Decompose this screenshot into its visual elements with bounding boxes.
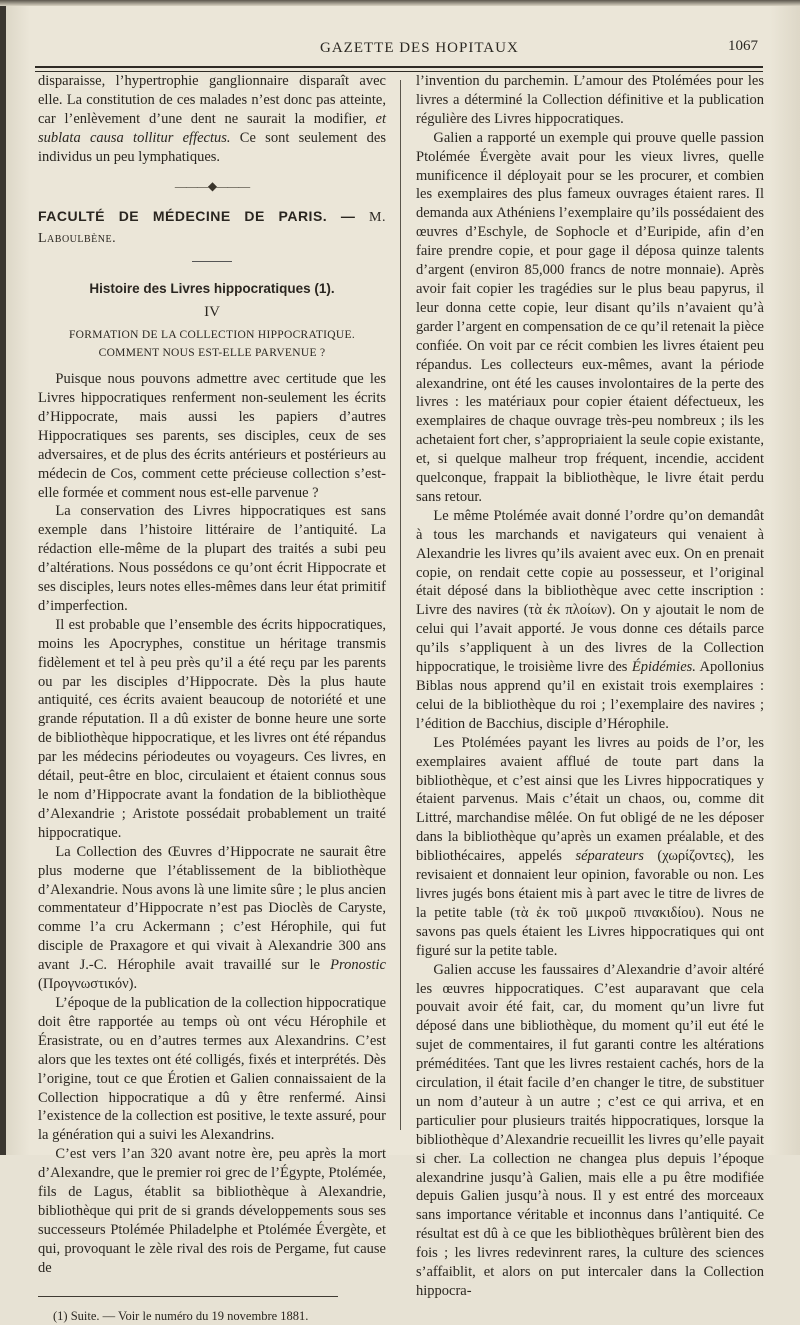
text: (Προγνωστικόν). bbox=[38, 976, 138, 993]
book-title: Épidémies. bbox=[631, 659, 696, 676]
section-ornament: ———◆——— bbox=[174, 178, 250, 193]
scan-top-edge bbox=[0, 0, 800, 6]
text: Apollonius Biblas nous apprend qu’il en existait trois exemplaires : celui de la bibliothèque du roi ; l’exemplaire des navires ; l’édition de Bacchius, disciple d’Hérophile. bbox=[416, 659, 764, 732]
scan-left-edge bbox=[0, 0, 6, 1155]
running-head: GAZETTE DES HOPITAUX bbox=[320, 40, 519, 56]
paragraph: l’invention du parchemin. L’amour des Ptolémées pour les livres a déterminé la Collection définitive et la publication régulière des Livres hippocratiques. bbox=[416, 73, 764, 127]
text: (χωρίζοντες), les revisaient et donnaient leur opinion, favorable ou non. Les livres jugés bons étaient mis à part avec le titre de livres de la petite table (τὰ ἐκ τοῦ μικροῦ πινακιδίου). Nous ne savons pas quels étaient les Livres hippocratiques qui ont figuré sur la petite table. bbox=[416, 848, 764, 959]
chapter-subtitle: FORMATION DE LA COLLECTION HIPPOCRATIQUE. COMMENT NOUS EST-ELLE PARVENUE ? bbox=[68, 329, 356, 360]
faculty-name: FACULTÉ DE MÉDECINE DE PARIS. — bbox=[38, 208, 370, 225]
text: Les Ptolémées payant les livres au poids de l’or, les exemplaires avaient afflué de toute part dans la bibliothèque, et c’est ainsi que les Livres hippocratiques y étaient parvenus. Mais c’était un chaos, ou, comme dit Littré, marchandise mêlée. On fut obligé de ne les déposer dans la bibliothèque qu’après un examen préalable, et des bibliothécaires, appelés bbox=[416, 734, 764, 865]
paragraph bbox=[38, 72, 386, 167]
paragraph bbox=[416, 734, 764, 961]
text: Le même Ptolémée avait donné l’ordre qu’on demandât à tous les marchands et navigateurs qui venaient à Alexandrie les livres qu’ils avaient avec eux. On en prenait copie, on rendait cette copie au possesseur, et l’original était déposé dans la bibliothèque avec cette inscription : Livre des navires (τὰ ἐκ πλοίων). On y ajoutait le nom de celui qui l’avait apporté. Je vous donne ces détails parce qu’ils s’appliquent à un des livres de la Collection hippocratique, le troisième livre des bbox=[416, 507, 764, 676]
text: La Collection des Œuvres d’Hippocrate ne saurait être plus moderne que l’établissement de la bibliothèque d’Alexandrie. Nous avons là une limite sûre ; le plus ancien commentateur d’Hippocrate n’est pas Dioclès de Caryste, comme l’a cru Ackermann ; c’est Hérophile, qui fut disciple de Praxagore et qui vivait à Alexandrie 300 ans avant J.-C. Hérophile avait travaillé sur le bbox=[38, 843, 386, 974]
paragraph: La conservation des Livres hippocratiques est sans exemple dans l’histoire littéraire de l’antiquité. La rédaction elle-même de la plupart des traités a subi peu d’altérations. Nous possédons ce qu’ont écrit Hippocrate et ses disciples, leurs notes elles-mêmes dans leur état primitif d’imperfection. bbox=[38, 503, 386, 614]
paragraph: Il est probable que l’ensemble des écrits hippocratiques, moins les Apocryphes, constitue un héritage transmis fidèlement et tel à peu près qu’il a été reçu par les parents ou par les disciples d’Hippocrate. Dès la plus haute antiquité, ces écrits avaient beaucoup de notoriété et une grande réputation. Il a dû exister de bonne heure une sorte de bibliothèque hippocratique, et les livres ont été répandus par les médecins périodeutes ou voyageurs. Ces livres, en détail, peut-être en bloc, circulaient et étaient connus sous le nom d’Hippocrate avant la fondation de la bibliothèque d’Alexandrie ; Aristote possédait probablement un traité hippocratique. bbox=[38, 616, 386, 841]
page-number: 1067 bbox=[728, 38, 758, 54]
paragraph: Galien a rapporté un exemple qui prouve quelle passion Ptolémée Évergète avait pour les vieux livres, quelle munificence il déployait pour se les procurer, et combien les exemplaires des plus fameux ouvrages étaient rares. Il demanda aux Athéniens l’exemplaire qu’ils possédaient des œuvres d’Eschyle, de Sophocle et d’Euripide, afin d’en faire prendre copie, et pour gage il déposa quinze talents d’argent (environ 85,000 francs de notre monnaie). Après avoir fait copier les tragédies sur le plus beau papyrus, il leur donna cette copie, leur disant qu’ils n’avaient qu’à garder l’argent en compensation de ce qu’il retenait la pièce confiée. On voit par ce récit combien les livres étaient peu répandus. Les collecteurs eux-mêmes, avant la période alexandrine, ont été les causes involontaires de la perte des livres : les matériaux pour copier étaient défectueux, les exemplaires de chaque ouvrage très-peu nombreux ; ils les achetaient fort cher, s’appropriaient la seule copie existante, et, si quelque malheur trop fréquent, incendie, accident quelconque, frappait la bibliothèque, le livre était perdu sans retour. bbox=[416, 129, 764, 505]
column-divider bbox=[400, 80, 401, 1130]
text: disparaisse, l’hypertrophie ganglionnaire disparaît avec elle. La constitution de ces malades n’est donc pas atteinte, car l’enlèvement d’une dent ne saurait la modifier, bbox=[38, 73, 386, 127]
faculty-heading bbox=[38, 207, 386, 249]
right-column bbox=[416, 72, 764, 1301]
paragraph: C’est vers l’an 320 avant notre ère, peu après la mort d’Alexandre, que le premier roi grec de l’Égypte, Ptolémée, fils de Lagus, établit sa bibliothèque à Alexandrie, bibliothèque qui prit de si grands développements sous ses successeurs Ptolémée Philadelphe et Ptolémée Évergète, et qui, provoquant le zèle rival des rois de Pergame, fut cause de bbox=[38, 1146, 386, 1276]
paragraph: Puisque nous pouvons admettre avec certitude que les Livres hippocratiques renferment non-seulement les écrits d’Hippocrate, mais aussi les papiers d’autres Hippocratiques ses parents, ses disciples, ceux de ses adversaires, et de plus des écrits antérieurs et postérieurs au médecin de Cos, comment cette précieuse collection s’est-elle formée et comment nous est-elle parvenue ? bbox=[38, 371, 386, 501]
book-title: Pronostic bbox=[330, 957, 386, 974]
paragraph bbox=[38, 843, 386, 994]
latin-phrase: et sublata causa tollitur effectus. bbox=[38, 110, 386, 146]
footnote: (1) Suite. — Voir le numéro du 19 novembre 1881. bbox=[53, 1308, 309, 1323]
term: séparateurs bbox=[575, 848, 644, 865]
footnote-rule bbox=[38, 1296, 338, 1297]
paragraph: L’époque de la publication de la collection hippocratique doit être rapportée au temps où ont vécu Hérophile et Érasistrate, ou en d’autres termes aux Alexandrins. C’est alors que les textes ont été colligés, fixés et interprétés. Dès l’origine, tout ce que Érotien et Galien connaissaient de la Collection hippocratique a dû y être renfermé. Ainsi l’existence de la collection est positive, le texte assuré, pour la génération qui a suivi les Alexandrins. bbox=[38, 994, 386, 1144]
paragraph bbox=[416, 507, 764, 734]
paragraph: Galien accuse les faussaires d’Alexandrie d’avoir altéré les œuvres hippocratiques. C’est auparavant que cela pouvait avoir été fait, car, du moment qu’un livre fut déposé dans une bibliothèque, du moment qu’il eut été le sujet de commentaires, il fut garanti contre les altérations préméditées. Tant que les livres restaient cachés, hors de la circulation, il était facile d’en changer le titre, de substituer un nom d’auteur à un autre ; c’est ce qui arriva, et en particulier pour plusieurs traités hippocratiques, lorsque la bibliothèque d’Alexandrie recueillit les livres qu’elle payait si cher. La collection ne changea plus depuis l’époque alexandrine jusqu’à Galien, mais elle a pu être modifiée depuis Galien jusqu’à nous. Il y est entré des morceaux sans importance véritable et inconnus dans l’antiquité. Ce résultat est dû à ce que les bibliothèques brûlèrent bien des fois ; les livres redevinrent rares, la culture des sciences s’affaiblit, et alors on put intercaler dans la Collection hippocra- bbox=[416, 961, 764, 1299]
text: Ce sont seulement des individus un peu lymphatiques. bbox=[38, 129, 386, 165]
article-title: Histoire des Livres hippocratiques (1). bbox=[89, 281, 335, 297]
left-column bbox=[38, 72, 386, 1325]
lecturer-name: M. Laboulbène. bbox=[38, 210, 386, 247]
chapter-number: IV bbox=[204, 304, 220, 321]
short-rule bbox=[192, 261, 232, 262]
